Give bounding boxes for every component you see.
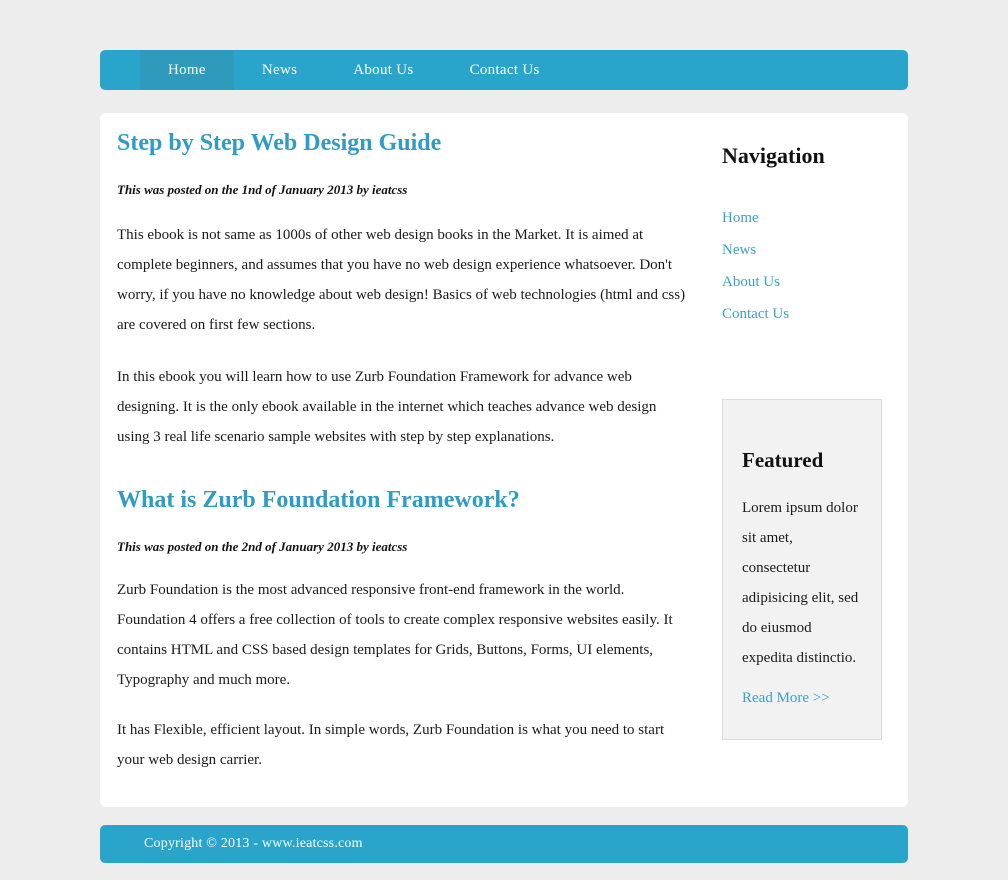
- sidebar-list-item: [722, 273, 892, 305]
- sidebar-item-contact-us[interactable]: Contact Us: [722, 306, 790, 323]
- post-title-1: Step by Step Web Design Guide: [117, 130, 442, 156]
- sidebar-item-news[interactable]: News: [722, 242, 757, 259]
- sidebar-list-item: [722, 241, 892, 273]
- page-footer: [100, 825, 908, 863]
- nav-item-home[interactable]: Home: [140, 50, 234, 90]
- post-paragraph-2-2: It has Flexible, efficient layout. In simple words, Zurb Foundation is what you need to start your web design carrier.: [117, 721, 665, 768]
- sidebar-item-about-us[interactable]: About Us: [722, 274, 780, 291]
- post-meta-2: This was posted on the 2nd of January 2013 by ieatcss: [117, 538, 408, 554]
- post-paragraph-1-2: In this ebook you will learn how to use Zurb Foundation Framework for advance web designing. It is the only ebook available in the internet which teaches advance web design using 3 real life scenario sample websites with step by step explanations.: [117, 368, 657, 445]
- sidebar-heading: Navigation: [722, 143, 825, 168]
- sidebar-navigation: [722, 143, 892, 337]
- featured-read-more-link[interactable]: Read More >>: [742, 690, 830, 707]
- article-column: [117, 129, 692, 775]
- nav-item-contact-us[interactable]: Contact Us: [469, 61, 540, 78]
- post-paragraph-2-1: Zurb Foundation is the most advanced responsive front-end framework in the world. Foundation 4 offers a free collection of tools to create complex responsive websites easily. It contains HTML and CSS based design templates for Grids, Buttons, Forms, UI elements, Typography and much more.: [117, 581, 673, 688]
- post-title-2: What is Zurb Foundation Framework?: [117, 486, 520, 513]
- nav-item-news[interactable]: News: [261, 61, 298, 78]
- top-navigation-bar: [100, 50, 908, 90]
- featured-text: Lorem ipsum dolor sit amet, consectetur adipisicing elit, sed do eiusmod expedita distinctio.: [742, 500, 859, 667]
- sidebar-item-home[interactable]: Home: [722, 210, 759, 227]
- post-meta-1: This was posted on the 1nd of January 2013 by ieatcss: [117, 181, 408, 197]
- post-paragraph-1-1: This ebook is not same as 1000s of other web design books in the Market. It is aimed at complete beginners, and assumes that you have no web design experience whatsoever. Don't worry, if you have no knowledge about web design! Basics of web technologies (html and css) are covered on first few sections.: [117, 226, 686, 333]
- nav-item-about-us[interactable]: About Us: [353, 61, 414, 78]
- top-nav-list: [100, 50, 908, 90]
- sidebar-list-item: [722, 305, 892, 337]
- featured-panel: [722, 399, 882, 740]
- sidebar-nav-list: [722, 169, 892, 337]
- footer-copyright-text: Copyright © 2013 - www.ieatcss.com: [144, 836, 363, 851]
- sidebar-list-item: [722, 209, 892, 241]
- main-content-card: [100, 113, 908, 807]
- featured-heading: Featured: [742, 448, 824, 472]
